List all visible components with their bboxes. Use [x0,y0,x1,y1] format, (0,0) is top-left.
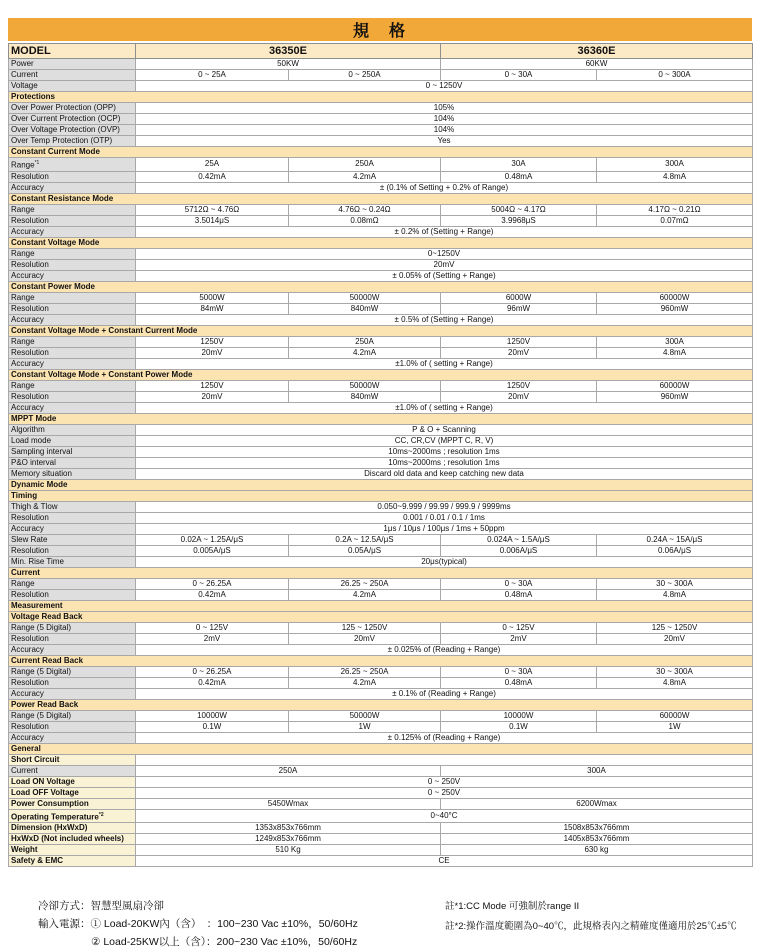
spec-value-cell: 0 ~ 25A [136,70,289,81]
spec-value-cell: 5000W [136,292,289,303]
section-header: Power Read Back [9,699,753,710]
spec-value-cell: 300A [441,765,753,776]
spec-title-banner [8,18,752,41]
row-label: Over Temp Protection (OTP) [9,136,136,147]
spec-value-cell: 4.2mA [289,677,441,688]
model-header-label: MODEL [9,44,136,59]
row-label: Range (5 Digital) [9,622,136,633]
spec-value-cell: ± 0.125% of (Reading + Range) [136,732,753,743]
section-header: Protections [9,92,753,103]
spec-value-cell: 0.006A/μS [441,545,597,556]
spec-value-cell: 20mV [289,633,441,644]
spec-value-cell: 0 ~ 250V [136,787,753,798]
spec-value-cell: 0 ~ 125V [136,622,289,633]
spec-value-cell: CC, CR,CV (MPPT C, R, V) [136,435,753,446]
section-header-row [9,237,753,248]
spec-value-cell: 960mW [597,303,753,314]
spec-row [9,270,753,281]
spec-value-cell: 125 ~ 1250V [597,622,753,633]
spec-table-body [9,44,753,867]
row-label: Power [9,59,136,70]
spec-value-cell: 84mW [136,303,289,314]
spec-value-cell: ±1.0% of ( setting + Range) [136,402,753,413]
spec-value-cell: 250A [289,336,441,347]
spec-value-cell: 0.42mA [136,677,289,688]
spec-value-cell: 0~1250V [136,248,753,259]
row-label: Accuracy [9,314,136,325]
row-label: Resolution [9,677,136,688]
spec-value-cell: 4.8mA [597,347,753,358]
spec-row [9,688,753,699]
cooling-method-line: 冷卻方式：智慧型風扇冷卻 [38,900,164,913]
spec-row [9,754,753,765]
spec-row [9,59,753,70]
row-label: Accuracy [9,644,136,655]
row-label: Range [9,336,136,347]
spec-value-cell: 20mV [136,347,289,358]
spec-value-cell: ± 0.05% of (Setting + Range) [136,270,753,281]
spec-row [9,809,753,823]
spec-value-cell: 105% [136,103,753,114]
spec-row [9,380,753,391]
spec-value-cell: 20mV [441,347,597,358]
spec-value-cell: 0.1W [441,721,597,732]
section-header: Constant Resistance Mode [9,193,753,204]
spec-row [9,856,753,867]
spec-value-cell: 250A [136,765,441,776]
spec-value-cell: 30 ~ 300A [597,578,753,589]
spec-value-cell: 300A [597,336,753,347]
spec-value-cell: 0.48mA [441,589,597,600]
row-label: Min. Rise Time [9,556,136,567]
section-header-row [9,92,753,103]
row-label: Range (5 Digital) [9,710,136,721]
spec-row [9,457,753,468]
row-label: Operating Temperature$^{*2}$ [9,809,136,823]
row-label: Accuracy [9,688,136,699]
spec-value-cell: 104% [136,125,753,136]
footnote-2: 註*2:操作溫度範圍為0~40℃，此規格表內之精確度僅適用於25℃±5℃ [445,921,737,933]
spec-row [9,798,753,809]
row-label: Accuracy [9,523,136,534]
spec-value-cell: 1249x853x766mm [136,834,441,845]
spec-value-cell [136,754,753,765]
section-header-row [9,479,753,490]
row-label: Resolution [9,303,136,314]
spec-value-cell: Yes [136,136,753,147]
spec-value-cell: 1508x853x766mm [441,823,753,834]
row-label: Resolution [9,589,136,600]
section-header: Timing [9,490,753,501]
spec-value-cell: 0.24A ~ 15A/μS [597,534,753,545]
row-label: Sampling interval [9,446,136,457]
spec-value-cell: 104% [136,114,753,125]
spec-row [9,114,753,125]
spec-value-cell: CE [136,856,753,867]
row-label: Algorithm [9,424,136,435]
footer [8,897,752,951]
spec-value-cell: 1405x853x766mm [441,834,753,845]
spec-value-cell: 10000W [441,710,597,721]
spec-value-cell: 26.25 ~ 250A [289,666,441,677]
row-label: Over Power Protection (OPP) [9,103,136,114]
row-label: Range$^{*1}$ [9,158,136,172]
row-label: Resolution [9,171,136,182]
spec-value-cell: 2mV [441,633,597,644]
spec-value-cell: 6000W [441,292,597,303]
section-header: Constant Voltage Mode + Constant Current Mode [9,325,753,336]
section-header-row [9,369,753,380]
spec-row [9,834,753,845]
spec-value-cell: 10ms~2000ms ; resolution 1ms [136,457,753,468]
spec-value-cell: 30 ~ 300A [597,666,753,677]
spec-value-cell: 0 ~ 1250V [136,81,753,92]
section-header: Current [9,567,753,578]
spec-value-cell: 20mV [597,633,753,644]
spec-row [9,823,753,834]
spec-value-cell: 50000W [289,380,441,391]
spec-value-cell: 4.2mA [289,171,441,182]
spec-value-cell: 60000W [597,710,753,721]
row-label: Current [9,765,136,776]
spec-value-cell: 1W [289,721,441,732]
spec-value-cell: 4.8mA [597,589,753,600]
spec-row [9,523,753,534]
spec-row [9,589,753,600]
input-power-line-1: 輸入電源：① Load-20KW內（含） ：100~230 Vac ±10%，50/60Hz [38,918,358,931]
section-header-row [9,147,753,158]
spec-row [9,292,753,303]
section-header: Constant Current Mode [9,147,753,158]
spec-value-cell: 960mW [597,391,753,402]
section-header: MPPT Mode [9,413,753,424]
spec-value-cell: 0 ~ 250A [289,70,441,81]
spec-value-cell: 4.8mA [597,171,753,182]
spec-value-cell: 0 ~ 30A [441,666,597,677]
spec-value-cell: 5712Ω ~ 4.76Ω [136,204,289,215]
footer-right-notes [445,897,737,937]
spec-value-cell: 250A [289,158,441,172]
row-label: HxWxD (Not included wheels) [9,834,136,845]
row-label: Resolution [9,391,136,402]
row-label: Range (5 Digital) [9,666,136,677]
spec-row [9,556,753,567]
section-header: Constant Voltage Mode [9,237,753,248]
footnote-1: 註*1:CC Mode 可強制於range II [445,901,580,913]
spec-value-cell: 20mV [441,391,597,402]
spec-value-cell: 0 ~ 30A [441,70,597,81]
spec-value-cell: 0.05A/μS [289,545,441,556]
spec-value-cell: ± 0.1% of (Reading + Range) [136,688,753,699]
spec-row [9,710,753,721]
spec-value-cell: 4.8mA [597,677,753,688]
section-header: Voltage Read Back [9,611,753,622]
spec-value-cell: 5004Ω ~ 4.17Ω [441,204,597,215]
spec-value-cell: 0.1W [136,721,289,732]
row-label: Accuracy [9,270,136,281]
row-label: Power Consumption [9,798,136,809]
spec-value-cell: 1W [597,721,753,732]
spec-value-cell: 50000W [289,292,441,303]
spec-row [9,171,753,182]
spec-title: 規 格 [352,23,407,40]
section-header-row [9,490,753,501]
spec-row [9,644,753,655]
section-header: Dynamic Mode [9,479,753,490]
section-header-row [9,743,753,754]
section-header-row [9,611,753,622]
spec-value-cell: 1250V [441,380,597,391]
row-label: Over Voltage Protection (OVP) [9,125,136,136]
spec-value-cell: 0.07mΩ [597,215,753,226]
spec-value-cell: 4.2mA [289,347,441,358]
row-label: Resolution [9,215,136,226]
spec-row [9,633,753,644]
row-label: Slew Rate [9,534,136,545]
model-name-36350e: 36350E [136,44,441,59]
spec-value-cell: 3.9968μS [441,215,597,226]
section-header: Constant Voltage Mode + Constant Power Mode [9,369,753,380]
spec-value-cell: 0.48mA [441,171,597,182]
row-label: Load mode [9,435,136,446]
spec-table [8,43,753,867]
spec-value-cell: ± 0.5% of (Setting + Range) [136,314,753,325]
spec-row [9,666,753,677]
spec-value-cell: 2mV [136,633,289,644]
row-label: Range [9,204,136,215]
row-label: Short Circuit [9,754,136,765]
spec-row [9,70,753,81]
section-header-row [9,655,753,666]
spec-value-cell: 0.02A ~ 1.25A/μS [136,534,289,545]
spec-row [9,501,753,512]
row-label: Current [9,70,136,81]
row-label: Accuracy [9,402,136,413]
row-label: Accuracy [9,358,136,369]
spec-value-cell: 1250V [441,336,597,347]
row-label: Voltage [9,81,136,92]
spec-value-cell: 0 ~ 26.25A [136,666,289,677]
spec-value-cell: 0.48mA [441,677,597,688]
row-label: Accuracy [9,226,136,237]
spec-value-cell: 840mW [289,303,441,314]
spec-row [9,259,753,270]
spec-value-cell: 10ms~2000ms ; resolution 1ms [136,446,753,457]
spec-value-cell: Discard old data and keep catching new data [136,468,753,479]
spec-value-cell: 1250V [136,380,289,391]
spec-value-cell: 125 ~ 1250V [289,622,441,633]
spec-row [9,81,753,92]
row-label: Range [9,380,136,391]
spec-value-cell: 0.024A ~ 1.5A/μS [441,534,597,545]
section-header-row [9,567,753,578]
row-label: Over Current Protection (OCP) [9,114,136,125]
spec-row [9,435,753,446]
spec-value-cell: 5450Wmax [136,798,441,809]
spec-value-cell: 50KW [136,59,441,70]
spec-row [9,787,753,798]
spec-row [9,182,753,193]
spec-row [9,248,753,259]
spec-value-cell: 0 ~ 250V [136,776,753,787]
spec-value-cell: 0.2A ~ 12.5A/μS [289,534,441,545]
spec-row [9,136,753,147]
spec-value-cell: 60000W [597,380,753,391]
model-name-36360e: 36360E [441,44,753,59]
section-header-row [9,325,753,336]
spec-row [9,622,753,633]
spec-row [9,125,753,136]
spec-value-cell: 0.001 / 0.01 / 0.1 / 1ms [136,512,753,523]
row-label: Accuracy [9,182,136,193]
spec-value-cell: 60000W [597,292,753,303]
section-header-row [9,600,753,611]
spec-value-cell: 0.42mA [136,171,289,182]
spec-value-cell: 630 kg [441,845,753,856]
spec-value-cell: 30A [441,158,597,172]
section-header: Constant Power Mode [9,281,753,292]
spec-row [9,391,753,402]
spec-row [9,765,753,776]
spec-value-cell: 4.17Ω ~ 0.21Ω [597,204,753,215]
spec-row [9,578,753,589]
row-label: Safety & EMC [9,856,136,867]
spec-value-cell: 20mV [136,391,289,402]
spec-row [9,204,753,215]
spec-value-cell: 1μs / 10μs / 100μs / 1ms + 50ppm [136,523,753,534]
row-label: P&O interval [9,457,136,468]
spec-value-cell: 300A [597,158,753,172]
spec-value-cell: 510 Kg [136,845,441,856]
spec-row [9,303,753,314]
row-label: Resolution [9,259,136,270]
spec-row [9,721,753,732]
row-label: Thigh & Tlow [9,501,136,512]
spec-row [9,845,753,856]
spec-row [9,446,753,457]
spec-row [9,402,753,413]
spec-value-cell: P & O + Scanning [136,424,753,435]
spec-row [9,347,753,358]
row-label: Load OFF Voltage [9,787,136,798]
spec-value-cell: 0 ~ 26.25A [136,578,289,589]
spec-value-cell: 1250V [136,336,289,347]
row-label: Resolution [9,545,136,556]
row-label: Range [9,578,136,589]
spec-value-cell: ± 0.025% of (Reading + Range) [136,644,753,655]
footer-left-notes [38,897,445,951]
spec-value-cell: 20mV [136,259,753,270]
spec-value-cell: 4.2mA [289,589,441,600]
section-header-row [9,413,753,424]
spec-value-cell: 4.76Ω ~ 0.24Ω [289,204,441,215]
spec-value-cell: 10000W [136,710,289,721]
spec-value-cell: 840mW [289,391,441,402]
spec-value-cell: 25A [136,158,289,172]
spec-value-cell: 1353x853x766mm [136,823,441,834]
section-header: Current Read Back [9,655,753,666]
spec-value-cell: ±1.0% of ( setting + Range) [136,358,753,369]
section-header-row [9,281,753,292]
spec-row [9,512,753,523]
row-label: Resolution [9,347,136,358]
spec-row [9,677,753,688]
spec-row [9,103,753,114]
input-power-line-2: ② Load-25KW以上（含）：200~230 Vac ±10%，50/60Hz [91,936,358,949]
row-label: Resolution [9,633,136,644]
spec-row [9,314,753,325]
spec-row [9,534,753,545]
row-label: Accuracy [9,732,136,743]
row-label: Resolution [9,721,136,732]
section-header: General [9,743,753,754]
spec-value-cell: 0.005A/μS [136,545,289,556]
row-label: Range [9,248,136,259]
spec-value-cell: 0~40°C [136,809,753,823]
row-label: Load ON Voltage [9,776,136,787]
spec-value-cell: 0 ~ 30A [441,578,597,589]
row-label: Dimension (HxWxD) [9,823,136,834]
spec-value-cell: 0 ~ 300A [597,70,753,81]
spec-value-cell: 96mW [441,303,597,314]
spec-row [9,336,753,347]
section-header: Measurement [9,600,753,611]
spec-row [9,215,753,226]
spec-row [9,226,753,237]
model-header-row [9,44,753,59]
spec-value-cell: 0.06A/μS [597,545,753,556]
spec-row [9,424,753,435]
spec-value-cell: 0.08mΩ [289,215,441,226]
row-label: Resolution [9,512,136,523]
spec-row [9,358,753,369]
spec-value-cell: 20μs(typical) [136,556,753,567]
spec-row [9,776,753,787]
spec-row [9,468,753,479]
spec-row [9,732,753,743]
spec-row [9,158,753,172]
spec-value-cell: 50000W [289,710,441,721]
spec-value-cell: 26.25 ~ 250A [289,578,441,589]
spec-value-cell: ± (0.1% of Setting + 0.2% of Range) [136,182,753,193]
row-label: Memory situation [9,468,136,479]
section-header-row [9,699,753,710]
spec-value-cell: ± 0.2% of (Setting + Range) [136,226,753,237]
spec-value-cell: 60KW [441,59,753,70]
spec-value-cell: 0.42mA [136,589,289,600]
spec-value-cell: 0.050~9.999 / 99.99 / 999.9 / 9999ms [136,501,753,512]
spec-value-cell: 0 ~ 125V [441,622,597,633]
section-header-row [9,193,753,204]
spec-value-cell: 3.5014μS [136,215,289,226]
spec-row [9,545,753,556]
row-label: Weight [9,845,136,856]
spec-value-cell: 6200Wmax [441,798,753,809]
row-label: Range [9,292,136,303]
